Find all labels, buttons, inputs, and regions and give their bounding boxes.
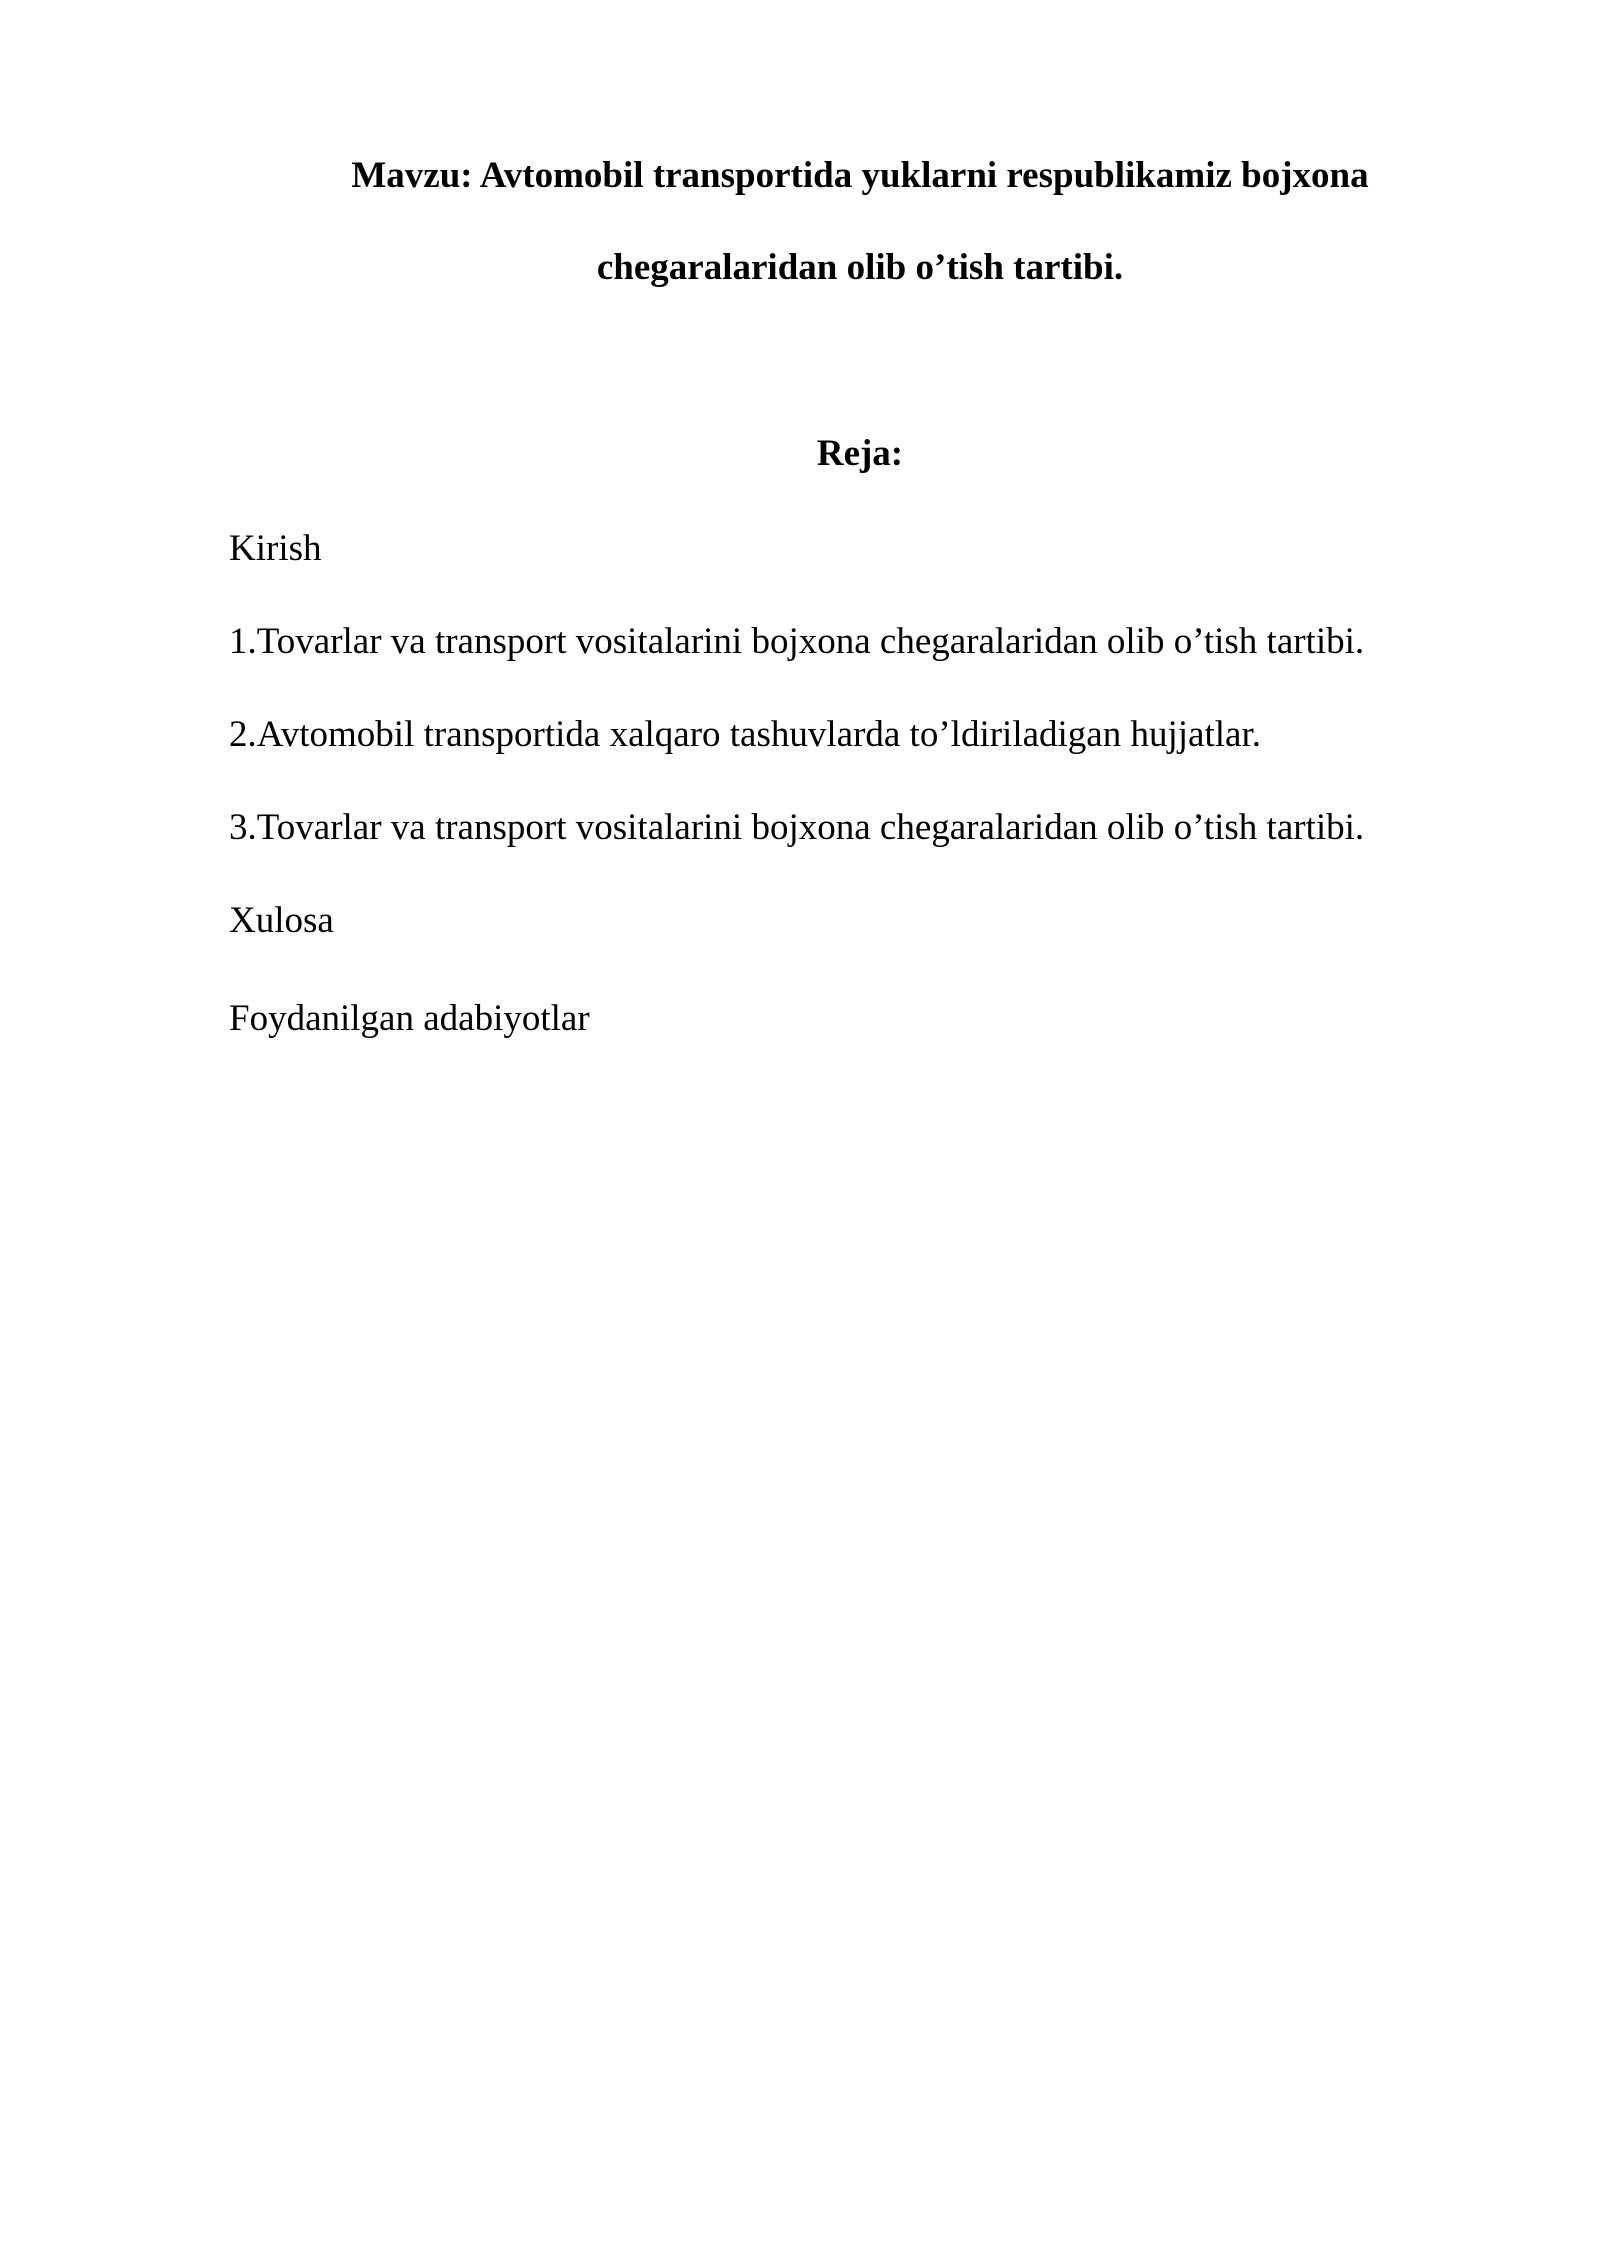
plan-item-references: Foydanilgan adabiyotlar <box>229 998 590 1039</box>
plan-item-2: 2.Avtomobil transportida xalqaro tashuvlarda to’ldiriladigan hujjatlar. <box>229 714 1261 755</box>
plan-item-conclusion: Xulosa <box>229 900 334 941</box>
document-title-line-1: Mavzu: Avtomobil transportida yuklarni respublikamiz bojxona <box>351 155 1369 196</box>
plan-item-3: 3.Tovarlar va transport vositalarini bojxona chegaralaridan olib o’tish tartibi. <box>229 807 1365 848</box>
document-title-line-2: chegaralaridan olib o’tish tartibi. <box>596 247 1124 288</box>
plan-item-1: 1.Tovarlar va transport vositalarini bojxona chegaralaridan olib o’tish tartibi. <box>229 621 1365 662</box>
plan-item-intro: Kirish <box>229 528 322 569</box>
plan-heading: Reja: <box>816 433 904 474</box>
